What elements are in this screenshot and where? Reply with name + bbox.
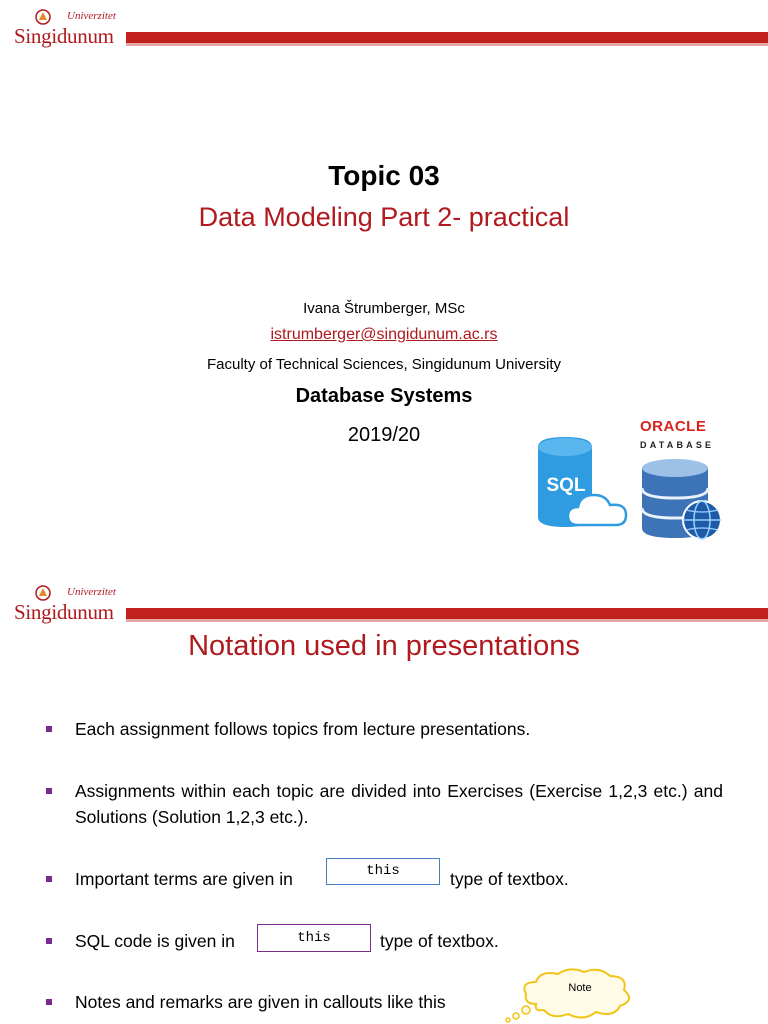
database-cylinder-icon (638, 458, 730, 542)
bullet-text-after: type of textbox. (380, 931, 499, 951)
oracle-brand-text: ORACLE (640, 418, 707, 435)
slide-title: Notation used in presentations (188, 630, 580, 662)
academic-year: 2019/20 (347, 424, 421, 446)
bullet-marker (46, 726, 52, 732)
author-email-link[interactable]: istrumberger@singidunum.ac.rs (270, 326, 498, 343)
singidunum-logo (12, 586, 122, 628)
bullet-marker (46, 876, 52, 882)
bullet-marker (46, 938, 52, 944)
important-term-textbox: this (326, 858, 440, 885)
bullet-marker (46, 999, 52, 1005)
topic-subtitle: Data Modeling Part 2- practical (198, 202, 570, 232)
bullet-marker (46, 788, 52, 794)
slide-header (0, 8, 768, 52)
logo-main-text: Singidunum (14, 600, 114, 624)
bullet-text: Notes and remarks are given in callouts like this (75, 992, 446, 1012)
logo-small-text: Univerzitet (67, 10, 116, 22)
bullet-text: Assignments within each topic are divided into Exercises (Exercise 1,2,3 etc.) and Solutions (Solution 1,2,3 etc.). (75, 781, 723, 827)
bullet-text-after: type of textbox. (450, 869, 569, 889)
header-bar-shadow (126, 43, 768, 46)
sql-cloud-icon (530, 433, 632, 535)
topic-title: Topic 03 (328, 160, 440, 191)
bullet-text: Each assignment follows topics from lecture presentations. (75, 719, 531, 739)
callout-note-text: Note (568, 982, 592, 994)
bullet-text: Important terms are given in (75, 869, 293, 889)
bullet-text: SQL code is given in (75, 931, 235, 951)
oracle-database-logo (634, 418, 730, 542)
author-name: Ivana Štrumberger, MSc (303, 300, 465, 317)
sql-code-textbox: this (257, 924, 371, 952)
header-bar (126, 32, 768, 43)
sql-icon-label: SQL (546, 475, 586, 496)
faculty-name: Faculty of Technical Sciences, Singidunum University (206, 356, 562, 373)
course-name: Database Systems (295, 385, 473, 407)
notation-slide (0, 576, 768, 1024)
note-callout-cloud-icon (496, 966, 646, 1024)
singidunum-logo (12, 10, 122, 52)
slide-header (0, 584, 768, 628)
logo-main-text: Singidunum (14, 24, 114, 48)
header-bar-shadow (126, 619, 768, 622)
oracle-sub-text: DATABASE (640, 440, 715, 450)
logo-small-text: Univerzitet (67, 586, 116, 598)
header-bar (126, 608, 768, 619)
